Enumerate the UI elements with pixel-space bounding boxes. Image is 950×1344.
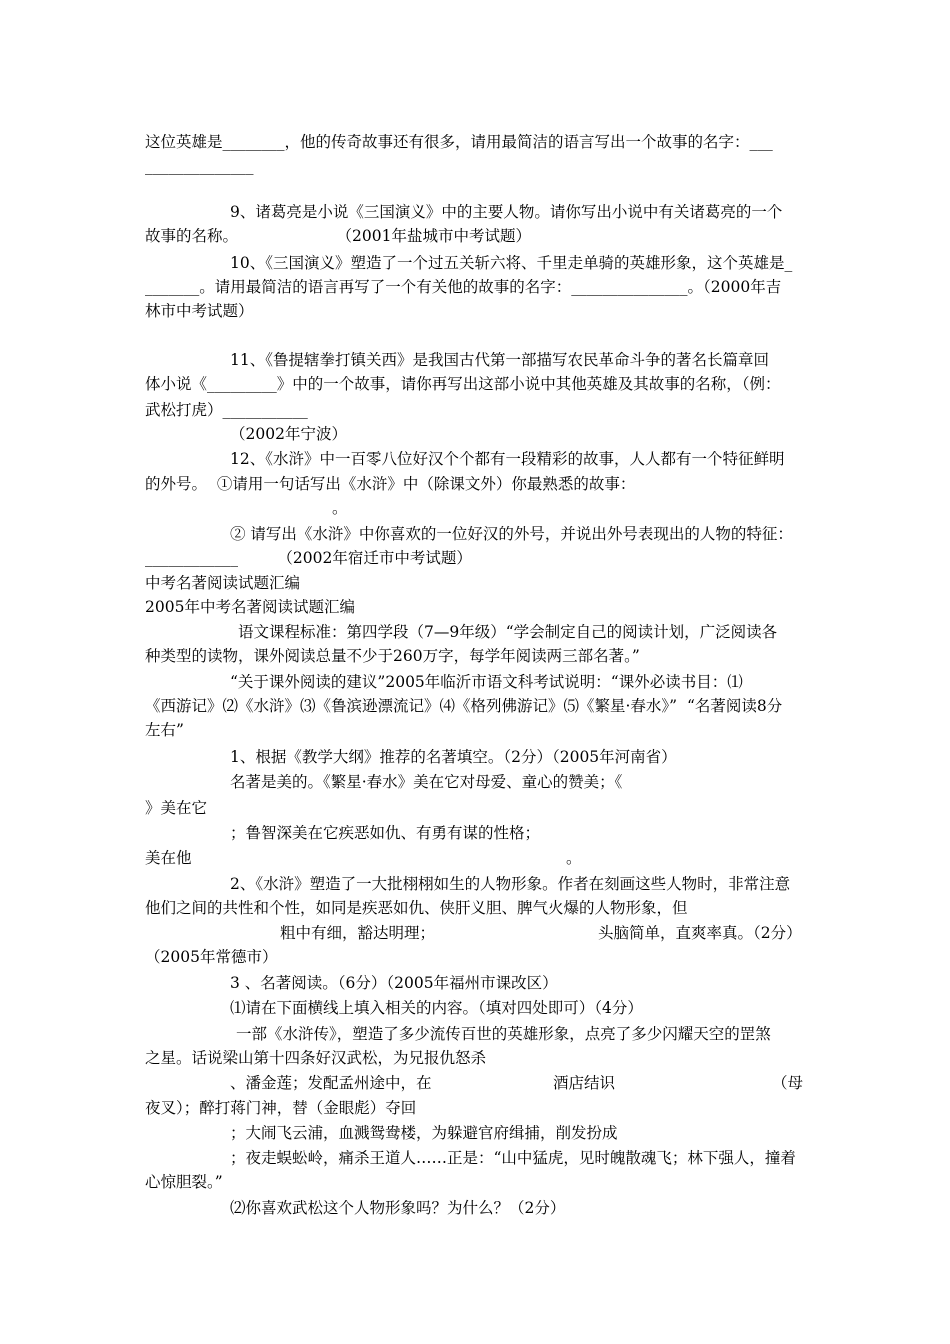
text-line: 11、《鲁提辖拳打镇关西》是我国古代第一部描写农民革命斗争的著名长篇章回 [230,351,769,369]
text-line: 的外号。 ①请用一句话写出《水浒》中（除课文外）你最熟悉的故事： [145,475,636,493]
text-line: ⑴请在下面横线上填入相关的内容。（填对四处即可）（4分） [230,999,643,1017]
text-line: 3 、名著阅读。（6分）（2005年福州市课改区） [230,974,558,992]
text-line: （母 [772,1074,804,1092]
text-line: 》美在它 [145,799,208,817]
text-line: 10、《三国演义》塑造了一个过五关斩六将、千里走单骑的英雄形象，这个英雄是_ [230,254,793,272]
text-line: ______________ [145,157,254,175]
text-line: 美在他 [145,849,192,867]
text-line: 1、根据《教学大纲》推荐的名著填空。（2分）（2005年河南省） [230,748,677,766]
text-line: “关于课外阅读的建议”2005年临沂市语文科考试说明：“课外必读书目：⑴ [230,673,743,691]
text-line: 夜叉）；醉打蒋门神，替（金眼彪）夺回 [145,1099,417,1117]
text-line: 林市中考试题） [145,302,254,320]
text-line: ；鲁智深美在它疾恶如仇、有勇有谋的性格； [230,824,541,842]
text-line: 之星。话说梁山第十四条好汉武松，为兄报仇怒杀 [145,1049,487,1067]
text-line: ；夜走蜈蚣岭，痛杀王道人……正是：“山中猛虎，见时魄散魂飞；林下强人，撞着 [230,1149,796,1167]
text-line: 粗中有细，豁达明理； [280,924,436,942]
text-line: 2、《水浒》塑造了一大批栩栩如生的人物形象。作者在刻画这些人物时，非常注意 [230,875,791,893]
text-line: _______。请用最简洁的语言再写了一个有关他的故事的名字：_______________。（2000年吉 [145,278,782,296]
text-line: 一部《水浒传》，塑造了多少流传百世的英雄形象，点亮了多少闪耀天空的罡煞 [236,1025,771,1043]
text-line: 心惊胆裂。” [145,1173,223,1191]
text-line: 酒店结识 [553,1074,616,1092]
text-line: （2002年宁波） [230,425,347,443]
text-line: 左右” [145,721,184,739]
text-line: 头脑简单，直爽率真。（2分） [598,924,802,942]
text-line: 他们之间的共性和个性，如同是疾恶如仇、侠肝义胆、脾气火爆的人物形象，但 [145,899,688,917]
text-line: 、潘金莲；发配孟州途中，在 [230,1074,432,1092]
text-line: 种类型的读物，课外阅读总量不少于260万字，每学年阅读两三部名著。” [145,647,640,665]
text-line: 12、《水浒》中一百零八位好汉个个都有一段精彩的故事，人人都有一个特征鲜明 [230,450,785,468]
text-line: 武松打虎）___________ [145,401,308,419]
text-line: 这位英雄是________，他的传奇故事还有很多，请用最简洁的语言写出一个故事的名字：___ [145,133,773,151]
text-line: 体小说《_________》中的一个故事，请你再写出这部小说中其他英雄及其故事的名称，（例： [145,375,781,393]
text-line: 《西游记》⑵《水浒》⑶《鲁滨逊漂流记》⑷《格列佛游记》⑸《繁星·春水》” “名著阅读8分 [145,697,783,715]
text-line: 。 [566,849,582,867]
text-line: ⑵你喜欢武松这个人物形象吗？为什么？（2分） [230,1199,566,1217]
text-line: 9、诸葛亮是小说《三国演义》中的主要人物。请你写出小说中有关诸葛亮的一个 [230,203,783,221]
text-line: 故事的名称。 （2001年盐城市中考试题） [145,227,531,245]
text-line: 名著是美的。《繁星·春水》美在它对母爱、童心的赞美；《 [230,773,623,791]
text-line: ② 请写出《水浒》中你喜欢的一位好汉的外号，并说出外号表现出的人物的特征： [230,525,793,543]
text-line: 。 [332,499,348,517]
section-heading: 中考名著阅读试题汇编 [145,574,301,592]
text-line: ；大闹飞云浦，血溅鸳鸯楼，为躲避官府缉捕，削发扮成 [230,1124,618,1142]
section-heading: 2005年中考名著阅读试题汇编 [145,598,355,616]
text-line: ____________ （2002年宿迁市中考试题） [145,549,472,567]
text-line: 语文课程标准：第四学段（7—9年级）“学会制定自己的阅读计划，广泛阅读各 [238,623,778,641]
text-line: （2005年常德市） [145,948,278,966]
